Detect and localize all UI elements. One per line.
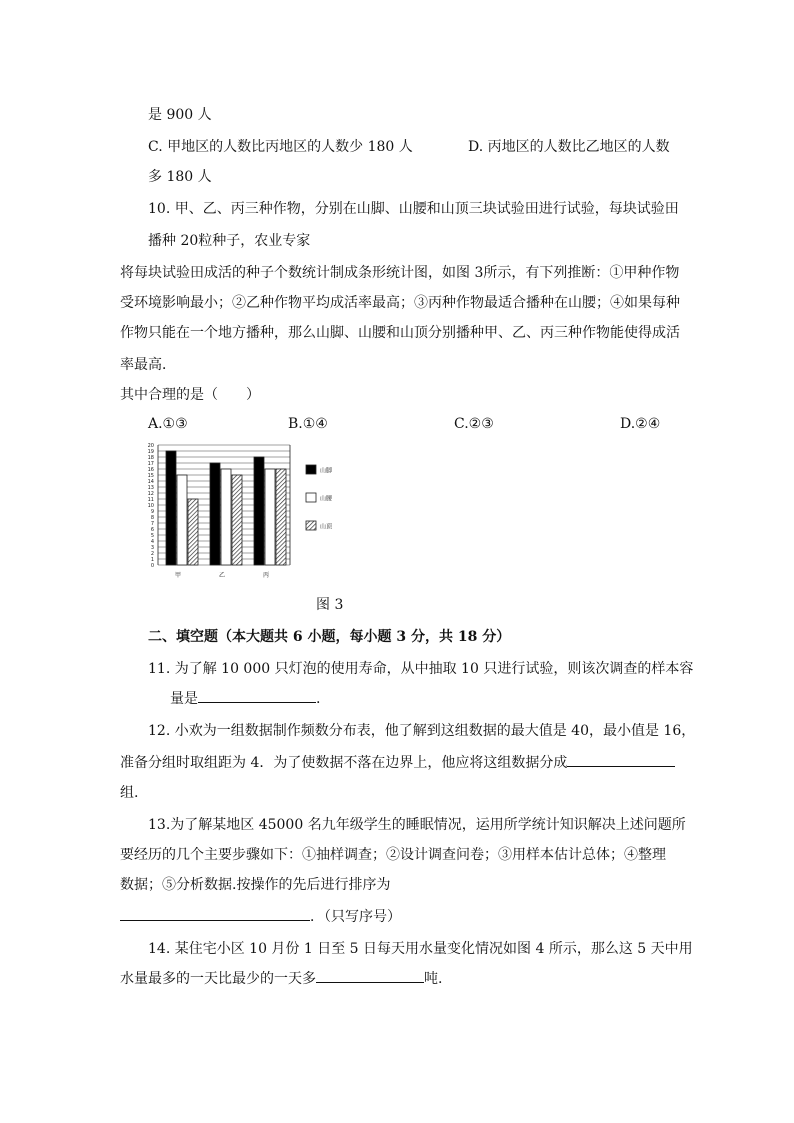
question-13-stem: 要经历的几个主要步骤如下：①抽样调查；②设计调查问卷；③用样本估计总体；④整理 (120, 847, 666, 863)
answer-blank[interactable] (120, 906, 310, 921)
y-tick-label: 11 (147, 496, 154, 503)
bar (210, 463, 220, 565)
legend-label: 山顶 (320, 523, 333, 531)
question-12-end: 组. (120, 785, 139, 801)
option-d: D.②④ (620, 416, 661, 432)
legend-label: 山脚 (320, 467, 333, 475)
question-13-answer-line (120, 906, 401, 926)
legend-swatch (306, 465, 316, 474)
option-c: C.②③ (454, 416, 494, 432)
y-tick-label: 12 (147, 490, 154, 497)
y-tick-label: 20 (147, 442, 154, 449)
question-12-text: 准备分组时取组距为 4．为了使数据不落在边界上，他应将这组数据分成 (120, 755, 568, 771)
question-10-stem: 播种 20粒种子，农业专家 (148, 233, 311, 249)
legend-label: 山腰 (320, 495, 333, 503)
bar (265, 469, 275, 565)
y-tick-label: 17 (147, 460, 154, 467)
y-tick-label: 18 (147, 454, 154, 461)
legend-swatch (306, 493, 316, 502)
question-11-stem (170, 688, 320, 708)
question-10-stem: 作物只能在一个地方播种，那么山脚、山腰和山顶分别播种甲、乙、丙三种作物能使得成活 (120, 325, 680, 341)
question-13-note: ．（只写序号） (310, 909, 401, 925)
y-tick-label: 14 (147, 478, 154, 485)
y-tick-label: 6 (150, 526, 154, 533)
y-tick-label: 7 (150, 520, 154, 527)
y-tick-label: 2 (150, 550, 154, 557)
y-tick-label: 5 (150, 532, 154, 539)
y-tick-label: 9 (150, 508, 154, 515)
question-10-prompt: 其中合理的是（ ） (120, 387, 260, 403)
bar (177, 475, 187, 565)
answer-blank[interactable] (198, 688, 316, 703)
option-b: B.①④ (288, 416, 328, 432)
y-tick-label: 0 (150, 562, 154, 569)
bar (166, 451, 176, 565)
legend-swatch (306, 521, 316, 530)
bar (254, 457, 264, 565)
question-10-stem: 10. 甲、乙、丙三种作物，分别在山脚、山腰和山顶三块试验田进行试验，每块试验田 (148, 201, 679, 217)
question-10-stem: 受环境影响最小；②乙种作物平均成活率最高；③丙种作物最适合播种在山腰；④如果每种 (120, 295, 680, 311)
bar-chart (140, 440, 380, 585)
y-tick-label: 4 (150, 538, 154, 545)
y-tick-label: 15 (147, 472, 154, 479)
option-a: A.①③ (148, 416, 188, 432)
question-11-text: 量是 (170, 691, 198, 707)
y-tick-label: 13 (147, 484, 154, 491)
bar (276, 469, 286, 565)
figure-caption: 图 3 (316, 597, 344, 613)
question-14-stem: 14. 某住宅小区 10 月份 1 日至 5 日每天用水量变化情况如图 4 所示，那么这 5 天中用 (148, 941, 693, 957)
question-10-stem: 率最高． (120, 357, 176, 373)
question-14-text: 水量最多的一天比最少的一天多 (120, 971, 316, 987)
answer-blank[interactable] (567, 752, 675, 767)
y-tick-label: 8 (150, 514, 154, 521)
y-tick-label: 10 (147, 502, 154, 509)
question-11-end: . (316, 691, 321, 707)
y-tick-label: 3 (150, 544, 154, 551)
question-13-stem: 数据；⑤分析数据.按操作的先后进行排序为 (120, 877, 391, 893)
x-category-label: 丙 (262, 572, 270, 579)
x-category-label: 乙 (218, 572, 226, 579)
bar (188, 499, 198, 565)
y-tick-label: 1 (150, 556, 154, 563)
answer-blank[interactable] (316, 968, 424, 983)
question-12-stem: 12. 小欢为一组数据制作频数分布表，他了解到这组数据的最大值是 40，最小值是 16， (148, 723, 696, 739)
x-category-label: 甲 (174, 572, 182, 579)
section-heading: 二、填空题（本大题共 6 小题，每小题 3 分，共 18 分） (148, 629, 511, 645)
question-14-stem (120, 968, 442, 988)
question-14-unit: 吨. (424, 971, 443, 987)
text-line: 多 180 人 (148, 169, 212, 185)
bar-chart-figure (140, 440, 380, 585)
text-line: 是 900 人 (148, 107, 212, 123)
question-10-stem: 将每块试验田成活的种子个数统计制成条形统计图，如图 3所示，有下列推断：①甲种作物 (120, 265, 680, 281)
option-c-text: C. 甲地区的人数比丙地区的人数少 180 人 (148, 139, 413, 155)
bar (232, 475, 242, 565)
y-tick-label: 19 (147, 448, 154, 455)
y-tick-label: 16 (147, 466, 154, 473)
option-d-text: D. 丙地区的人数比乙地区的人数 (468, 139, 670, 155)
question-12-stem (120, 752, 675, 772)
question-11-stem: 11. 为了解 10 000 只灯泡的使用寿命，从中抽取 10 只进行试验，则该次调查的样本容 (148, 661, 694, 677)
bar (221, 469, 231, 565)
question-13-stem: 13.为了解某地区 45000 名九年级学生的睡眠情况，运用所学统计知识解决上述问题所 (148, 817, 686, 833)
